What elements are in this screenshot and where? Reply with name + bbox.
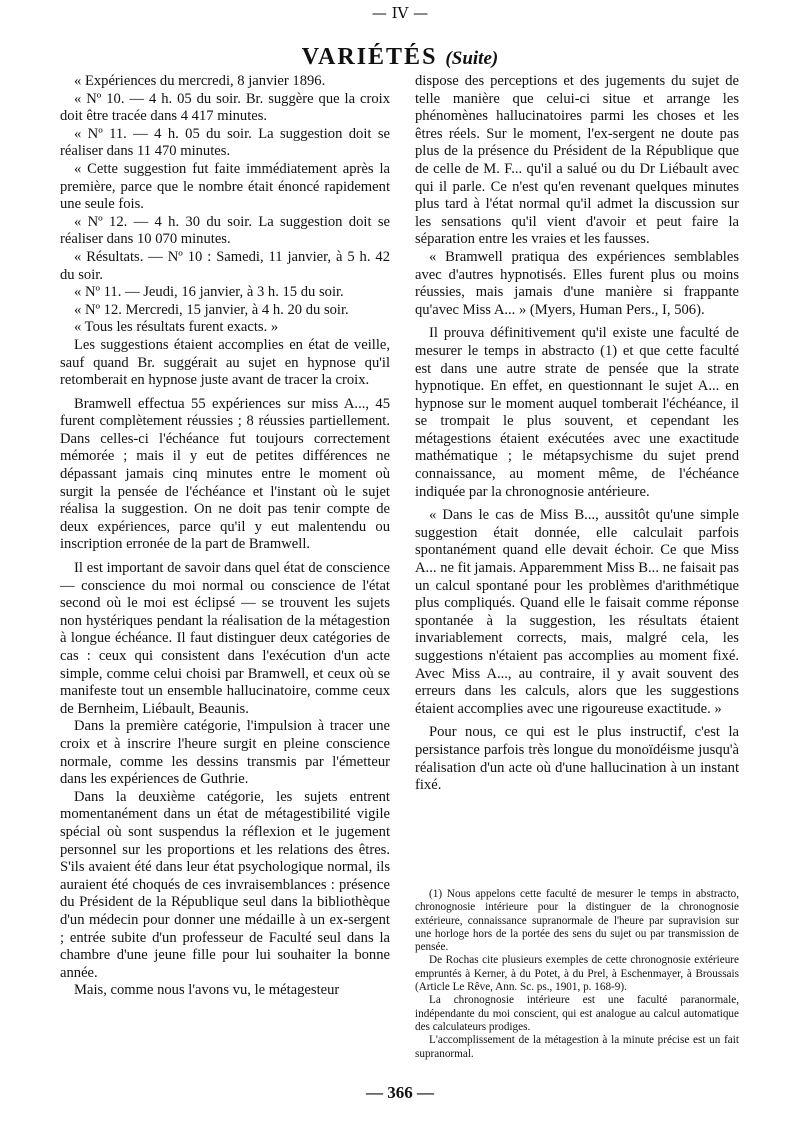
left-paragraph: Il est important de savoir dans quel état de conscience — conscience du moi normal ou conscience de l'état second où le moi est éclipsé — se trouvent les sujets non hystériques pendant la réalisation de la métagestion à longue échéance. Il faut distinguer deux catégories de cas : ceux qui consistent dans l'exécution d'un acte simple, comme celui choisi par Bramwell, et ceux où se manifeste tout un ensemble hallucinatoire, comme ceux de Bernheim, Liébault, Beaunis.: [60, 560, 390, 717]
footnote: (1) Nous appelons cette faculté de mesurer le temps in abstracto, chronognosie intérieure pour la distinguer de la chronognosie extérieure, connaissance supranormale de l'heure par supravision sur une horloge hors de la portée des sens du sujet ou par transmission de pensée.: [415, 888, 739, 954]
section-title-main: VARIÉTÉS: [301, 44, 438, 70]
footnotes: [415, 888, 739, 1061]
footnote: L'accomplissement de la métagestion à la minute précise est un fait supranormal.: [415, 1034, 739, 1060]
right-paragraph: « Dans le cas de Miss B..., aussitôt qu'une simple suggestion était donnée, elle calculait parfois spontanément quand elle devait échoir. Ce que Miss A... ne fit jamais. Apparemment Miss B... ne faisait pas un calcul spontané pour les problèmes d'arithmétique plus compliqués. Quand elle le faisait comme réponse spontanée à la suggestion, les résultats étaient invariablement corrects, mais, malgré cela, les suggestions n'étaient pas accomplies au moment fixé. Avec Miss A..., au contraire, il y avait souvent des erreurs dans les calculs, alors que les suggestions étaient accomplies avec une rigoureuse exactitude. »: [415, 507, 739, 717]
right-paragraph: dispose des perceptions et des jugements du sujet de telle manière que celui-ci situe et arrange les phénomènes hallucinatoires parmi les choses et les êtres réels. Sur le moment, l'ex-sergent ne doute pas plus de la présence du Président de la République que de celle de M. F... qu'il a salué ou du Dr Liébault avec qui il parle. Ce n'est qu'en revenant quelques minutes plus tard à l'état normal qu'il admet la discussion sur les sensations qu'il vient d'avoir et peut faire la séparation entre les vraies et les fausses.: [415, 73, 739, 248]
right-paragraph: Il prouva définitivement qu'il existe une faculté de mesurer le temps in abstracto (1) et que cette faculté est dans une autre strate de pensée que la strate hypnotique. En effet, en questionnant le sujet A... en hypnose sur le moment auquel tomberait l'échéance, il se trompait le plus souvent, et cependant les métagestions étaient exécutées avec une exactitude mathématique ; le métapsychisme du sujet prend connaissance, au moment même, de l'échéance indiquée par la chronognosie antérieure.: [415, 325, 739, 500]
left-paragraph: Mais, comme nous l'avons vu, le métagesteur: [74, 982, 340, 999]
left-paragraph: « Nº 12. — 4 h. 30 du soir. La suggestion doit se réaliser dans 10 070 minutes.: [60, 213, 390, 248]
left-paragraph: Dans la deuxième catégorie, les sujets entrent momentanément dans un état de métagestibilité vigile spécial où sont suspendus la réflexion et le jugement personnel sur les proportions et les relations des êtres. S'ils avaient été dans leur état psychologique normal, ils auraient été choqués de ces invraisemblances : présence du Président de la République seul dans la bibliothèque d'un médecin pour donner une médaille à un ex-sergent ; entrée subite d'un professeur de Faculté seul dans la chambre d'une jeune fille pour lui souhaiter la bonne année.: [60, 788, 390, 981]
left-paragraph: « Tous les résultats furent exacts. »: [74, 319, 279, 336]
page-roman-header: — IV —: [371, 4, 429, 22]
left-column: [60, 73, 390, 1000]
right-paragraph: « Bramwell pratiqua des expériences semblables avec d'autres hypnotisés. Elles furent plus ou moins réussies, mais jamais d'une manière si frappante qu'avec Miss A... » (Myers, Human Pers., I, 506).: [415, 248, 739, 318]
left-paragraph: « Expériences du mercredi, 8 janvier 1896.: [74, 73, 326, 89]
left-paragraph: « Nº 11. — 4 h. 05 du soir. La suggestion doit se réaliser dans 11 470 minutes.: [60, 125, 390, 160]
left-paragraph: Bramwell effectua 55 expériences sur miss A..., 45 furent complètement réussies ; 8 réussies partiellement. Dans celles-ci l'échéance fut toujours correctement mémorée ; mais il y eut de petites différences ne dépassant jamais cinq minutes entre le moment où surgit la pensée de l'échéance et l'instant où le sujet réalisa la suggestion. On ne doit pas tenir compte de deux expériences, parce qu'il y eut malentendu ou inscription erronée de la part de Bramwell.: [60, 395, 390, 553]
footnote: De Rochas cite plusieurs exemples de cette chronognosie extérieure empruntés à Kerner, à du Potet, à du Prel, à Eschenmayer, à Broussais (Article Le Rêve, Ann. Sc. ps., 1901, p. 168-9).: [415, 954, 739, 994]
left-paragraph: « Cette suggestion fut faite immédiatement après la première, parce que le nombre était énoncé rapidement une seule fois.: [60, 160, 390, 213]
page-number: — 366 —: [366, 1083, 434, 1102]
left-paragraph: Les suggestions étaient accomplies en état de veille, sauf quand Br. suggérait au sujet en hypnose qu'il retomberait en hypnose juste avant de tracer la croix.: [60, 336, 390, 389]
left-paragraph: Dans la première catégorie, l'impulsion à tracer une croix et à inscrire l'heure surgit en pleine conscience normale, comme les dessins transmis par l'émetteur dans les expériences de Guthrie.: [60, 718, 390, 788]
left-paragraph: « Nº 12. Mercredi, 15 janvier, à 4 h. 20 du soir.: [74, 301, 349, 318]
right-column: [415, 73, 739, 795]
left-paragraph: « Nº 11. — Jeudi, 16 janvier, à 3 h. 15 du soir.: [74, 284, 344, 301]
left-paragraph: « Nº 10. — 4 h. 05 du soir. Br. suggère que la croix doit être tracée dans 4 417 minutes.: [60, 90, 390, 125]
footnote: La chronognosie intérieure est une faculté paranormale, indépendante du moi conscient, qui est analogue au calcul automatique des calculateurs prodiges.: [415, 994, 739, 1033]
right-paragraph: Pour nous, ce qui est le plus instructif, c'est la persistance parfois très longue du monoïdéisme jusqu'à réalisation d'un acte où d'une hallucination à un instant fixé.: [415, 724, 739, 794]
left-paragraph: « Résultats. — Nº 10 : Samedi, 11 janvier, à 5 h. 42 du soir.: [60, 248, 390, 283]
section-title: [0, 44, 800, 71]
section-title-suite: (Suite): [445, 48, 499, 69]
